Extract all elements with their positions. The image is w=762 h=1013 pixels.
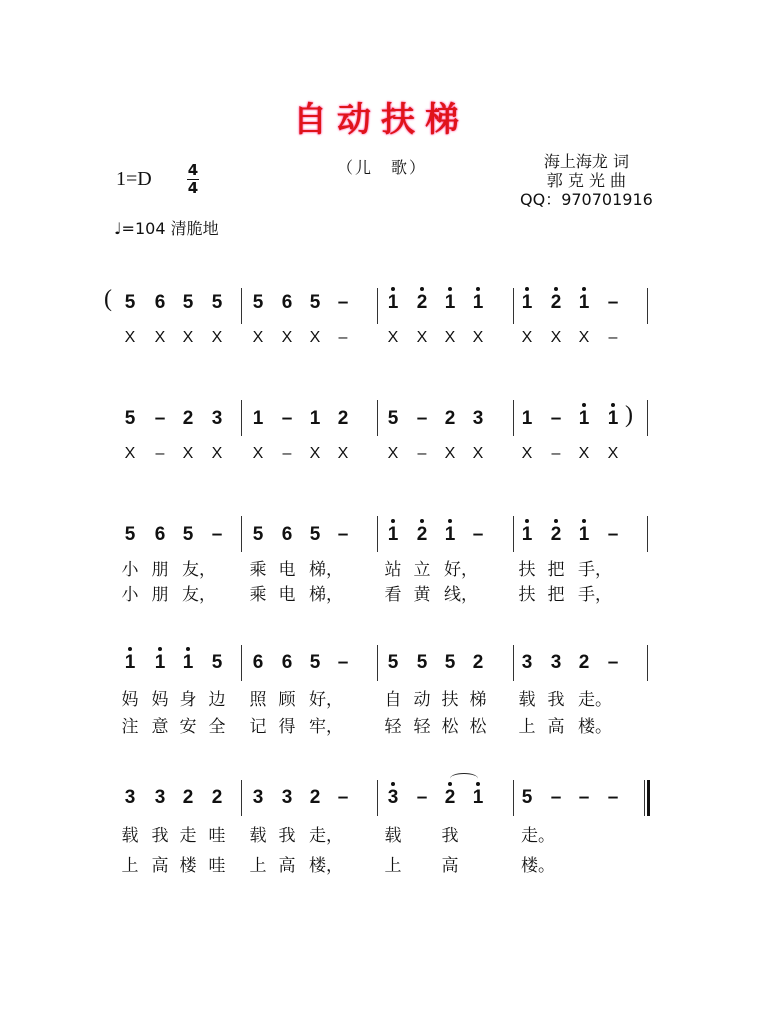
lyric-verse-1: 好，: [309, 690, 343, 710]
rhythm-mark: –: [155, 445, 165, 462]
high-octave-dot: [582, 519, 586, 523]
lyric-verse-1: 梯，: [309, 560, 343, 580]
lyric-verse-2: 牢，: [309, 717, 343, 737]
lyric-verse-2: 梯，: [309, 585, 343, 605]
time-sig-top: 4: [187, 161, 199, 179]
note: 2: [578, 652, 590, 673]
high-octave-dot: [391, 287, 395, 291]
note: 3: [252, 787, 264, 808]
note: 2: [182, 408, 194, 429]
note: 3: [521, 652, 533, 673]
lyric-verse-1: 身: [179, 690, 197, 710]
final-barline: [647, 780, 650, 816]
note: 2: [550, 524, 562, 545]
note: 1: [578, 408, 590, 429]
note: 5: [211, 652, 223, 673]
lyric-verse-2: 上: [384, 856, 402, 876]
note: 1: [472, 787, 484, 808]
note: 1: [124, 652, 136, 673]
note: 1: [309, 408, 321, 429]
barline: [513, 780, 514, 816]
composer: 郭 克 光 曲: [546, 171, 627, 190]
open-repeat-paren: (: [104, 286, 112, 312]
lyric-verse-1: 顾: [278, 690, 296, 710]
lyric-verse-1: 立: [413, 560, 431, 580]
note: 1: [607, 408, 619, 429]
note: 1: [182, 652, 194, 673]
note: 1: [578, 524, 590, 545]
lyric-verse-1: 朋: [151, 560, 169, 580]
note: 3: [387, 787, 399, 808]
note: 5: [124, 524, 136, 545]
lyric-verse-1: 我: [278, 826, 296, 846]
note: 3: [550, 652, 562, 673]
lyric-verse-1: 妈: [121, 690, 139, 710]
lyric-verse-2: 线，: [444, 585, 478, 605]
high-octave-dot: [525, 519, 529, 523]
lyric-verse-2: 全: [208, 717, 226, 737]
note: 5: [416, 652, 428, 673]
rhythm-mark: X: [309, 445, 321, 462]
lyric-verse-1: 妈: [151, 690, 169, 710]
note: 1: [444, 292, 456, 313]
note: 5: [182, 524, 194, 545]
note: 6: [281, 652, 293, 673]
lyric-verse-1: 载: [384, 826, 402, 846]
rhythm-mark: X: [182, 445, 194, 462]
lyric-verse-2: 扶: [518, 585, 536, 605]
note: 5: [521, 787, 533, 808]
note: 1: [154, 652, 166, 673]
barline: [377, 516, 378, 552]
note: –: [416, 787, 428, 808]
barline: [241, 516, 242, 552]
note: 2: [416, 292, 428, 313]
rhythm-mark: –: [608, 329, 618, 346]
note: 5: [252, 524, 264, 545]
note: 1: [521, 292, 533, 313]
lyric-verse-2: 手，: [578, 585, 612, 605]
barline: [647, 288, 648, 324]
note: –: [337, 524, 349, 545]
lyric-verse-2: 高: [547, 717, 565, 737]
note: –: [154, 408, 166, 429]
note: 5: [252, 292, 264, 313]
lyric-verse-1: 走: [179, 826, 197, 846]
barline: [377, 288, 378, 324]
high-octave-dot: [448, 519, 452, 523]
note: 2: [309, 787, 321, 808]
rhythm-mark: X: [309, 329, 321, 346]
lyric-verse-1: 照: [249, 690, 267, 710]
note: 1: [578, 292, 590, 313]
rhythm-mark: X: [578, 445, 590, 462]
note: –: [550, 787, 562, 808]
rhythm-mark: X: [124, 445, 136, 462]
high-octave-dot: [186, 647, 190, 651]
lyric-verse-1: 我: [547, 690, 565, 710]
barline: [377, 780, 378, 816]
high-octave-dot: [525, 287, 529, 291]
lyric-verse-1: 哇: [208, 826, 226, 846]
lyric-verse-2: 小: [121, 585, 139, 605]
high-octave-dot: [128, 647, 132, 651]
note: –: [578, 787, 590, 808]
high-octave-dot: [448, 287, 452, 291]
lyric-verse-1: 小: [121, 560, 139, 580]
lyric-verse-2: 黄: [413, 585, 431, 605]
slur: [450, 773, 478, 784]
note: 2: [182, 787, 194, 808]
note: 1: [521, 524, 533, 545]
barline: [647, 400, 648, 436]
note: 1: [387, 524, 399, 545]
rhythm-mark: X: [252, 445, 264, 462]
song-title: 自动扶梯: [293, 100, 469, 140]
rhythm-mark: X: [124, 329, 136, 346]
rhythm-mark: X: [387, 329, 399, 346]
note: 5: [387, 408, 399, 429]
close-repeat-paren: ): [625, 402, 633, 428]
note: 5: [309, 292, 321, 313]
note: 3: [281, 787, 293, 808]
rhythm-mark: X: [337, 445, 349, 462]
high-octave-dot: [158, 647, 162, 651]
lyric-verse-2: 上: [518, 717, 536, 737]
lyric-verse-2: 高: [441, 856, 459, 876]
lyric-verse-2: 松: [469, 717, 487, 737]
lyric-verse-1: 好，: [444, 560, 478, 580]
note: –: [607, 652, 619, 673]
lyric-verse-1: 载: [121, 826, 139, 846]
high-octave-dot: [611, 403, 615, 407]
rhythm-mark: –: [338, 329, 348, 346]
lyric-verse-2: 朋: [151, 585, 169, 605]
note: 2: [416, 524, 428, 545]
rhythm-mark: X: [607, 445, 619, 462]
note: –: [607, 292, 619, 313]
key-signature: 1=D: [116, 168, 152, 190]
high-octave-dot: [582, 403, 586, 407]
lyric-verse-2: 松: [441, 717, 459, 737]
note: 1: [444, 524, 456, 545]
note: 3: [472, 408, 484, 429]
barline: [377, 400, 378, 436]
barline: [647, 516, 648, 552]
lyric-verse-2: 意: [151, 717, 169, 737]
rhythm-mark: X: [416, 329, 428, 346]
barline: [241, 400, 242, 436]
note: 2: [444, 408, 456, 429]
rhythm-mark: X: [472, 445, 484, 462]
note: 6: [154, 524, 166, 545]
note: 1: [472, 292, 484, 313]
note: 1: [521, 408, 533, 429]
note: 5: [309, 524, 321, 545]
lyric-verse-2: 轻: [413, 717, 431, 737]
lyric-verse-1: 扶: [518, 560, 536, 580]
lyric-verse-1: 电: [278, 560, 296, 580]
note: 2: [444, 787, 456, 808]
lyric-verse-2: 楼: [179, 856, 197, 876]
lyric-verse-2: 楼，: [309, 856, 343, 876]
rhythm-mark: X: [444, 445, 456, 462]
note: 2: [472, 652, 484, 673]
note: 5: [211, 292, 223, 313]
rhythm-mark: X: [387, 445, 399, 462]
note: –: [337, 292, 349, 313]
lyric-verse-1: 走，: [309, 826, 343, 846]
lyric-verse-1: 我: [151, 826, 169, 846]
note: –: [607, 787, 619, 808]
lyric-verse-1: 乘: [249, 560, 267, 580]
rhythm-mark: X: [281, 329, 293, 346]
note: –: [281, 408, 293, 429]
note: 5: [124, 408, 136, 429]
high-octave-dot: [554, 519, 558, 523]
note: –: [337, 652, 349, 673]
rhythm-mark: X: [444, 329, 456, 346]
lyric-verse-2: 上: [249, 856, 267, 876]
rhythm-mark: –: [282, 445, 292, 462]
lyric-verse-1: 载: [249, 826, 267, 846]
high-octave-dot: [582, 287, 586, 291]
lyric-verse-2: 安: [179, 717, 197, 737]
rhythm-mark: X: [578, 329, 590, 346]
lyric-verse-1: 站: [384, 560, 402, 580]
note: 2: [550, 292, 562, 313]
lyric-verse-2: 记: [249, 717, 267, 737]
high-octave-dot: [420, 519, 424, 523]
note: 3: [124, 787, 136, 808]
lyric-verse-1: 动: [413, 690, 431, 710]
barline: [377, 645, 378, 681]
note: –: [211, 524, 223, 545]
note: 5: [387, 652, 399, 673]
note: 5: [309, 652, 321, 673]
barline: [647, 645, 648, 681]
high-octave-dot: [476, 287, 480, 291]
high-octave-dot: [391, 782, 395, 786]
lyric-verse-2: 高: [151, 856, 169, 876]
genre-label: （儿 歌）: [337, 158, 428, 177]
lyric-verse-2: 哇: [208, 856, 226, 876]
note: 3: [154, 787, 166, 808]
lyric-verse-1: 把: [547, 560, 565, 580]
note: 1: [387, 292, 399, 313]
rhythm-mark: X: [472, 329, 484, 346]
rhythm-mark: X: [252, 329, 264, 346]
lyric-verse-1: 友，: [182, 560, 216, 580]
rhythm-mark: X: [154, 329, 166, 346]
rhythm-mark: –: [417, 445, 427, 462]
lyric-verse-1: 走。: [521, 826, 555, 846]
time-signature: [187, 163, 199, 196]
rhythm-mark: X: [550, 329, 562, 346]
barline: [241, 288, 242, 324]
lyric-verse-2: 楼。: [521, 856, 555, 876]
rhythm-mark: X: [211, 329, 223, 346]
rhythm-mark: X: [211, 445, 223, 462]
note: 6: [154, 292, 166, 313]
note: 5: [182, 292, 194, 313]
time-sig-bottom: 4: [187, 179, 199, 197]
rhythm-mark: –: [551, 445, 561, 462]
lyric-verse-1: 载: [518, 690, 536, 710]
rhythm-mark: X: [521, 329, 533, 346]
lyric-verse-1: 自: [384, 690, 402, 710]
note: 2: [337, 408, 349, 429]
rhythm-mark: X: [182, 329, 194, 346]
lyric-verse-1: 我: [441, 826, 459, 846]
lyric-verse-2: 乘: [249, 585, 267, 605]
lyric-verse-2: 友，: [182, 585, 216, 605]
rhythm-mark: X: [521, 445, 533, 462]
note: 2: [211, 787, 223, 808]
lyric-verse-2: 把: [547, 585, 565, 605]
barline: [513, 288, 514, 324]
note: 5: [444, 652, 456, 673]
high-octave-dot: [391, 519, 395, 523]
note: –: [607, 524, 619, 545]
note: 5: [124, 292, 136, 313]
tempo-marking: ♩=104 清脆地: [114, 219, 219, 238]
lyric-verse-1: 手，: [578, 560, 612, 580]
note: 6: [281, 292, 293, 313]
high-octave-dot: [420, 287, 424, 291]
lyric-verse-2: 得: [278, 717, 296, 737]
barline: [513, 645, 514, 681]
qq-contact: QQ：970701916: [520, 190, 653, 209]
barline: [513, 400, 514, 436]
note: 3: [211, 408, 223, 429]
note: –: [550, 408, 562, 429]
lyric-verse-2: 高: [278, 856, 296, 876]
lyric-verse-2: 电: [278, 585, 296, 605]
lyricist: 海上海龙 词: [543, 152, 629, 171]
note: 1: [252, 408, 264, 429]
lyric-verse-1: 扶: [441, 690, 459, 710]
lyric-verse-2: 楼。: [578, 717, 612, 737]
lyric-verse-1: 走。: [578, 690, 612, 710]
note: –: [472, 524, 484, 545]
high-octave-dot: [554, 287, 558, 291]
lyric-verse-2: 轻: [384, 717, 402, 737]
note: 6: [252, 652, 264, 673]
barline: [241, 645, 242, 681]
note: –: [337, 787, 349, 808]
lyric-verse-2: 注: [121, 717, 139, 737]
note: –: [416, 408, 428, 429]
barline: [513, 516, 514, 552]
lyric-verse-1: 边: [208, 690, 226, 710]
note: 6: [281, 524, 293, 545]
lyric-verse-2: 上: [121, 856, 139, 876]
barline: [241, 780, 242, 816]
credits: [520, 152, 653, 209]
barline: [644, 780, 645, 816]
lyric-verse-1: 梯: [469, 690, 487, 710]
lyric-verse-2: 看: [384, 585, 402, 605]
